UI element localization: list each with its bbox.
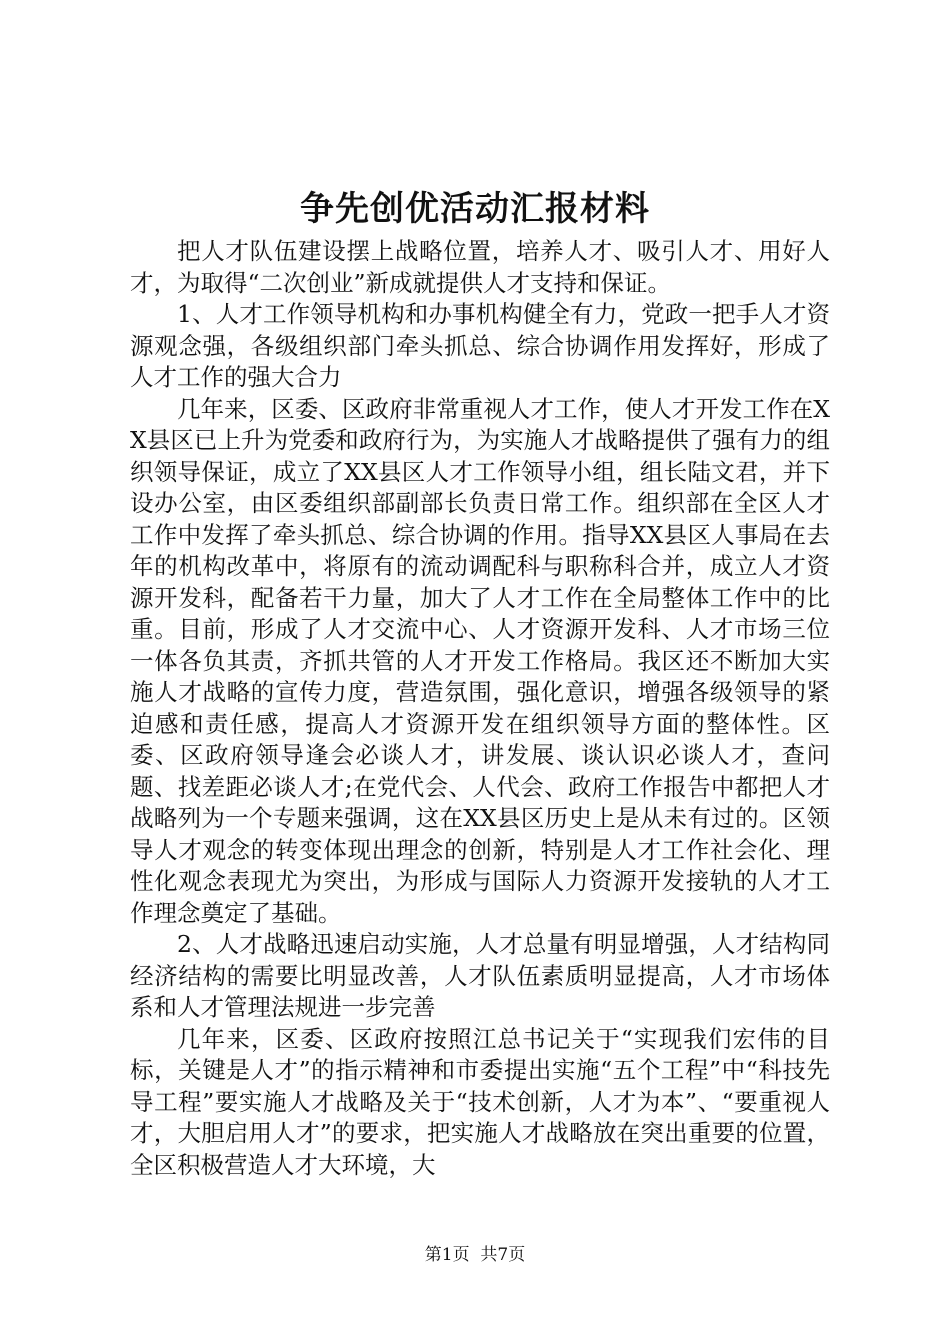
paragraph-point-1-heading: 1、人才工作领导机构和办事机构健全有力，党政一把手人才资源观念强，各级组织部门牵头抓总、综合协调作用发挥好，形成了人才工作的强大合力 — [130, 300, 830, 391]
paragraph-point-2-heading: 2、人才战略迅速启动实施，人才总量有明显增强，人才结构同经济结构的需要比明显改善，人才队伍素质明显提高，人才市场体系和人才管理法规进一步完善 — [130, 930, 830, 1021]
paragraph-point-2-body: 几年来，区委、区政府按照江总书记关于“实现我们宏伟的目标，关键是人才”的指示精神和市委提出实施“五个工程”中“科技先导工程”要实施人才战略及关于“技术创新，人才为本”、“要重视人才，大胆启用人才”的要求，把实施人才战略放在突出重要的位置，全区积极营造人才大环境，大 — [130, 1024, 830, 1179]
paragraph-intro: 把人才队伍建设摆上战略位置，培养人才、吸引人才、用好人才，为取得“二次创业”新成就提供人才支持和保证。 — [130, 237, 830, 297]
page-total: 共7页 — [480, 1245, 526, 1265]
page-footer — [0, 1243, 950, 1267]
document-title: 争先创优活动汇报材料 — [300, 189, 650, 229]
paragraph-point-1-body: 几年来，区委、区政府非常重视人才工作，使人才开发工作在XX县区已上升为党委和政府行为，为实施人才战略提供了强有力的组织领导保证，成立了XX县区人才工作领导小组，组长陆文君，并下设办公室，由区委组织部副部长负责日常工作。组织部在全区人才工作中发挥了牵头抓总、综合协调的作用。指导XX县区人事局在去年的机构改革中，将原有的流动调配科与职称科合并，成立人才资源开发科，配备若干力量，加大了人才工作在全局整体工作中的比重。目前，形成了人才交流中心、人才资源开发科、人才市场三位一体各负其责，齐抓共管的人才开发工作格局。我区还不断加大实施人才战略的宣传力度，营造氛围，强化意识，增强各级领导的紧迫感和责任感，提高人才资源开发在组织领导方面的整体性。区委、区政府领导逢会必谈人才，讲发展、谈认识必谈人才，查问题、找差距必谈人才;在党代会、人代会、政府工作报告中都把人才战略列为一个专题来强调，这在XX县区历史上是从未有过的。区领导人才观念的转变体现出理念的创新，特别是人才工作社会化、理性化观念表现尤为突出，为形成与国际人力资源开发接轨的人才工作理念奠定了基础。 — [130, 394, 830, 927]
footer-separator — [470, 1245, 481, 1265]
page-number: 第1页 — [424, 1245, 470, 1265]
document-body — [130, 236, 830, 1181]
